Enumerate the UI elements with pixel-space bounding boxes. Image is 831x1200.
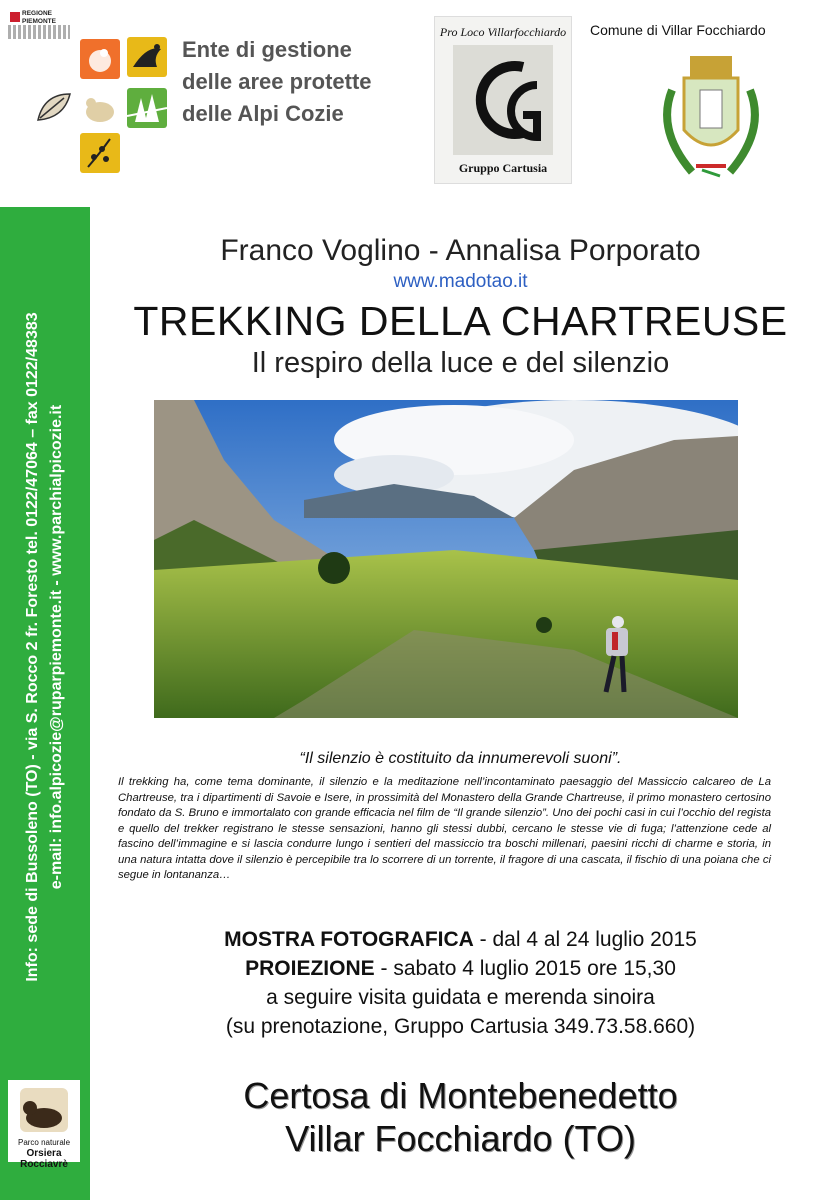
parco-orsiera-logo: [8, 1080, 80, 1170]
booking-info: (su prenotazione, Gruppo Cartusia 349.73.58.660): [225, 1015, 696, 1038]
authors: Franco Voglino - Annalisa Porporato: [220, 234, 701, 267]
regione-label: [22, 10, 56, 25]
proloco-top-label: Pro Loco Villarfocchiardo: [439, 25, 567, 39]
proiezione-label: PROIEZIONE: [245, 957, 375, 980]
mostra-label: MOSTRA FOTOGRAFICA: [224, 928, 474, 951]
regione-flag-icon: [10, 12, 20, 22]
marmot-logo-icon: [14, 1086, 74, 1134]
gc-monogram-icon: [453, 45, 553, 155]
regione-line1: REGIONE: [22, 10, 52, 17]
mountain-landscape-photo: [154, 400, 738, 718]
leaf-icon: [34, 88, 74, 128]
comune-label: Comune di Villar Focchiardo: [590, 22, 766, 38]
ente-line3: delle Alpi Cozie: [182, 101, 344, 126]
regione-grid-pattern: [8, 25, 70, 39]
proloco-logo: [434, 16, 572, 184]
sidebar-contact-text: [21, 197, 69, 1097]
berry-plant-icon: [80, 133, 120, 173]
proiezione-dates: - sabato 4 luglio 2015 ore 15,30: [374, 957, 676, 980]
mostra-dates: - dal 4 al 24 luglio 2015: [473, 928, 697, 951]
bird-icon: [127, 37, 167, 77]
proiezione-line: [90, 954, 831, 983]
ente-line1: Ente di gestione: [182, 37, 352, 62]
page-title: TREKKING DELLA CHARTREUSE: [133, 298, 788, 344]
sidebar-contact-line1: Info: sede di Bussoleno (TO) - via S. Rocco 2 fr. Foresto tel. 0122/47064 – fax 0122/48383: [24, 312, 41, 982]
regione-line2: PIEMONTE: [22, 17, 56, 25]
venue-line2: Villar Focchiardo (TO): [285, 1118, 636, 1159]
marmot-icon: [80, 88, 120, 128]
proloco-bottom-label: Gruppo Cartusia: [458, 161, 548, 175]
parco-label2: Orsiera Rocciavrè: [20, 1148, 68, 1170]
sidebar-contact-line2: e-mail: info.alpicozie@ruparpiemonte.it - www.parchialpicozie.it: [48, 404, 65, 890]
ente-line2: delle aree protette: [182, 69, 372, 94]
venue-line1: Certosa di Montebenedetto: [243, 1075, 678, 1116]
follow-up-activity: a seguire visita guidata e merenda sinoira: [266, 986, 655, 1009]
info-sidebar: [0, 207, 90, 1200]
regione-piemonte-logo: [8, 10, 68, 42]
parco-label1: Parco naturale: [17, 1138, 71, 1147]
comune-coat-of-arms-icon: [652, 50, 770, 182]
ente-name: [182, 34, 432, 130]
mostra-line: [90, 925, 831, 954]
squirrel-icon: [80, 39, 120, 79]
website-link[interactable]: www.madotao.it: [393, 271, 528, 292]
description-paragraph: Il trekking ha, come tema dominante, il silenzio e la meditazione nell’incontaminato paesaggio del Massiccio calcareo de La Chartreuse, tra i dipartimenti di Savoie e Isere, in prossimità del Monastero della Grande Chartreuse, il primo monastero certosino fondato da S. Bruno e immortalato con grande efficacia nel film de “Il grande silenzio”. Uno dei pochi casi in cui l’occhio del regista e quello del trekker registrano le stesse sensazioni, hanno gli stessi dubbi, cercano le stesse vie di fuga; l’attenzione cede al fascino dell’immagine e si lascia condurre lungo i sentieri del massiccio tra boschi millenari, paesini ricchi di charme e storia, in una natura intatta dove il silenzio è percepibile tra lo scorrere di un torrente, il fragore di una cascata, il fischio di una poiana che ci segue in lontananza…: [118, 776, 771, 881]
quote: “Il silenzio è costituito da innumerevoli suoni”.: [299, 750, 622, 767]
subtitle: Il respiro della luce e del silenzio: [251, 347, 670, 379]
forest-icon: [127, 88, 167, 128]
